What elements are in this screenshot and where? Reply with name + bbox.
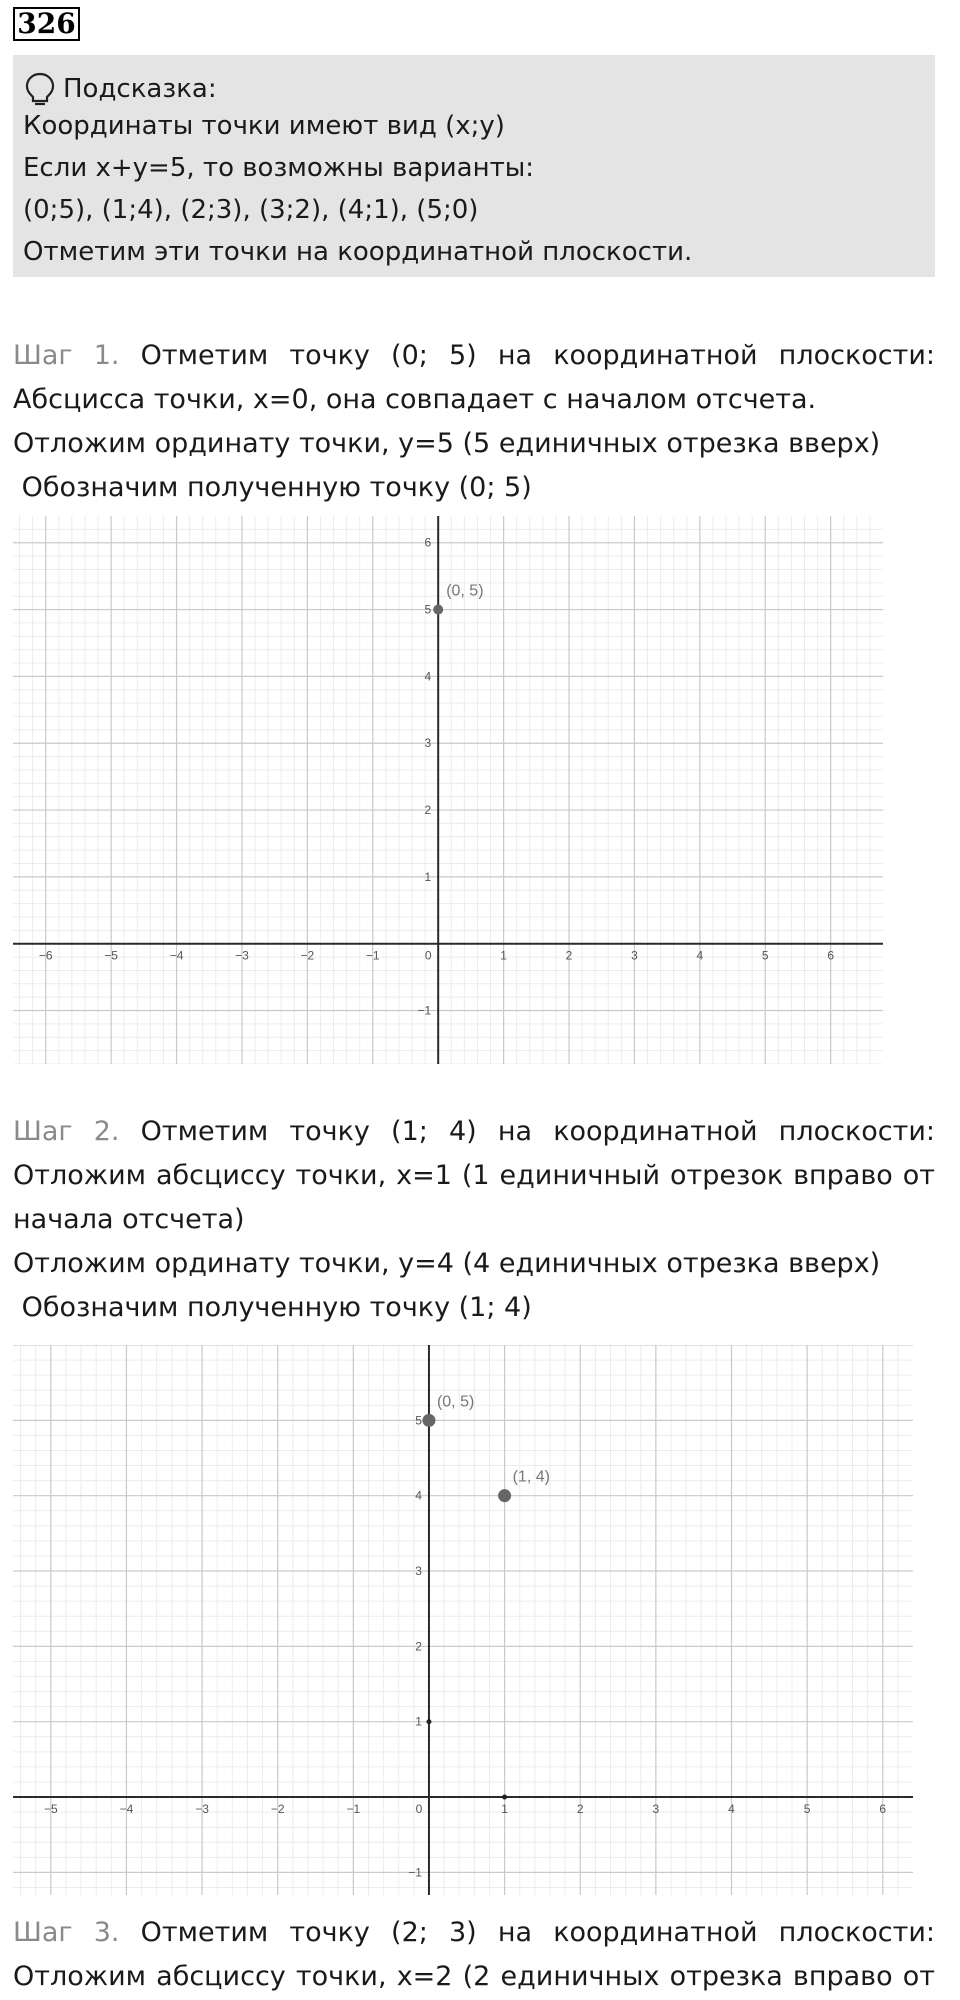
data-point	[433, 605, 443, 615]
step-label: Шаг 3.	[13, 1917, 120, 1948]
step-sentence: Отметим точку (2; 3) на координатной плоскости:	[140, 1917, 936, 1948]
y-tick-label: 2	[415, 1639, 422, 1654]
step-label: Шаг 2.	[13, 1116, 120, 1147]
hint-title: Подсказка:	[63, 74, 217, 104]
x-tick-label: −5	[104, 948, 118, 963]
y-tick-label: 3	[415, 1564, 422, 1579]
x-tick-label: 6	[827, 948, 835, 963]
coordinate-plane-2	[13, 1345, 913, 1895]
x-tick-label: 0	[424, 948, 432, 963]
step-label: Шаг 1.	[13, 340, 120, 371]
coordinate-plane-1	[13, 516, 883, 1064]
step-line: начала отсчета)	[13, 1204, 245, 1235]
step-sentence: Отметим точку (1; 4) на координатной плоскости:	[140, 1116, 936, 1147]
coordinate-plane-1-svg	[13, 516, 883, 1064]
step-line: Абсцисса точки, x=0, она совпадает с началом отсчета.	[13, 384, 817, 415]
x-tick-label: 4	[728, 1802, 735, 1817]
y-tick-label: 5	[415, 1413, 422, 1428]
y-tick-label: 6	[424, 535, 432, 550]
x-tick-label: −4	[169, 948, 184, 963]
y-tick-label: 2	[424, 803, 432, 818]
coordinate-plane-2-svg	[13, 1345, 913, 1895]
step-line: Обозначим полученную точку (1; 4)	[13, 1292, 532, 1323]
problem-number: 326	[13, 7, 80, 41]
hint-line: Если x+y=5, то возможны варианты:	[23, 153, 535, 183]
point-label: (0, 5)	[436, 1393, 475, 1411]
x-tick-label: 2	[576, 1802, 584, 1817]
step-1-first-line	[13, 334, 935, 378]
y-tick-label: 4	[415, 1488, 422, 1503]
x-tick-label: 5	[761, 948, 769, 963]
y-tick-label: −1	[408, 1865, 422, 1880]
hint-line: (0;5), (1;4), (2;3), (3;2), (4;1), (5;0)	[23, 195, 479, 225]
step-line: Отложим абсциссу точки, x=1 (1 единичный отрезок вправо от	[13, 1160, 935, 1191]
step-line: Отложим абсциссу точки, x=2 (2 единичных отрезка вправо от	[13, 1961, 935, 1992]
x-tick-label: −1	[346, 1802, 361, 1817]
x-tick-label: 4	[696, 948, 704, 963]
y-tick-label: 4	[424, 669, 432, 684]
x-tick-label: −5	[43, 1802, 58, 1817]
x-tick-label: −6	[38, 948, 53, 963]
x-tick-label: −4	[119, 1802, 134, 1817]
x-tick-label: −3	[195, 1802, 209, 1817]
x-tick-label: 6	[879, 1802, 887, 1817]
y-tick-label: −1	[417, 1003, 432, 1018]
step-line: Отложим ординату точки, y=4 (4 единичных отрезка вверх)	[13, 1248, 881, 1279]
y-tick-label: 5	[424, 602, 432, 617]
data-point	[498, 1489, 511, 1502]
step-2-text	[13, 1110, 935, 1330]
x-tick-label: −2	[270, 1802, 285, 1817]
x-tick-label: −1	[365, 948, 380, 963]
hint-box	[13, 55, 935, 277]
lightbulb-icon	[23, 71, 57, 107]
step-sentence: Отметим точку (0; 5) на координатной плоскости:	[140, 340, 936, 371]
y-tick-label: 3	[424, 736, 432, 751]
axis-marker	[502, 1795, 507, 1800]
x-tick-label: 1	[500, 948, 507, 963]
step-3-text	[13, 1911, 935, 1999]
x-tick-label: 1	[501, 1802, 508, 1817]
x-tick-label: −3	[235, 948, 249, 963]
data-point	[422, 1414, 435, 1427]
step-line: Обозначим полученную точку (0; 5)	[13, 472, 532, 503]
x-tick-label: 3	[652, 1802, 660, 1817]
step-3-first-line	[13, 1911, 935, 1955]
y-tick-label: 1	[424, 869, 432, 884]
x-tick-label: 3	[631, 948, 638, 963]
axis-marker	[426, 1719, 431, 1724]
step-2-first-line	[13, 1110, 935, 1154]
y-tick-label: 1	[415, 1714, 422, 1729]
x-tick-label: 5	[803, 1802, 811, 1817]
hint-header	[23, 71, 217, 107]
hint-line: Отметим эти точки на координатной плоскости.	[23, 237, 693, 267]
x-tick-label: 0	[415, 1802, 423, 1817]
point-label: (1, 4)	[512, 1468, 550, 1486]
x-tick-label: −2	[300, 948, 315, 963]
point-label: (0, 5)	[446, 582, 484, 600]
step-line: Отложим ординату точки, y=5 (5 единичных отрезка вверх)	[13, 428, 881, 459]
hint-line: Координаты точки имеют вид (x;y)	[23, 111, 505, 141]
step-1-text	[13, 334, 935, 510]
x-tick-label: 2	[565, 948, 573, 963]
